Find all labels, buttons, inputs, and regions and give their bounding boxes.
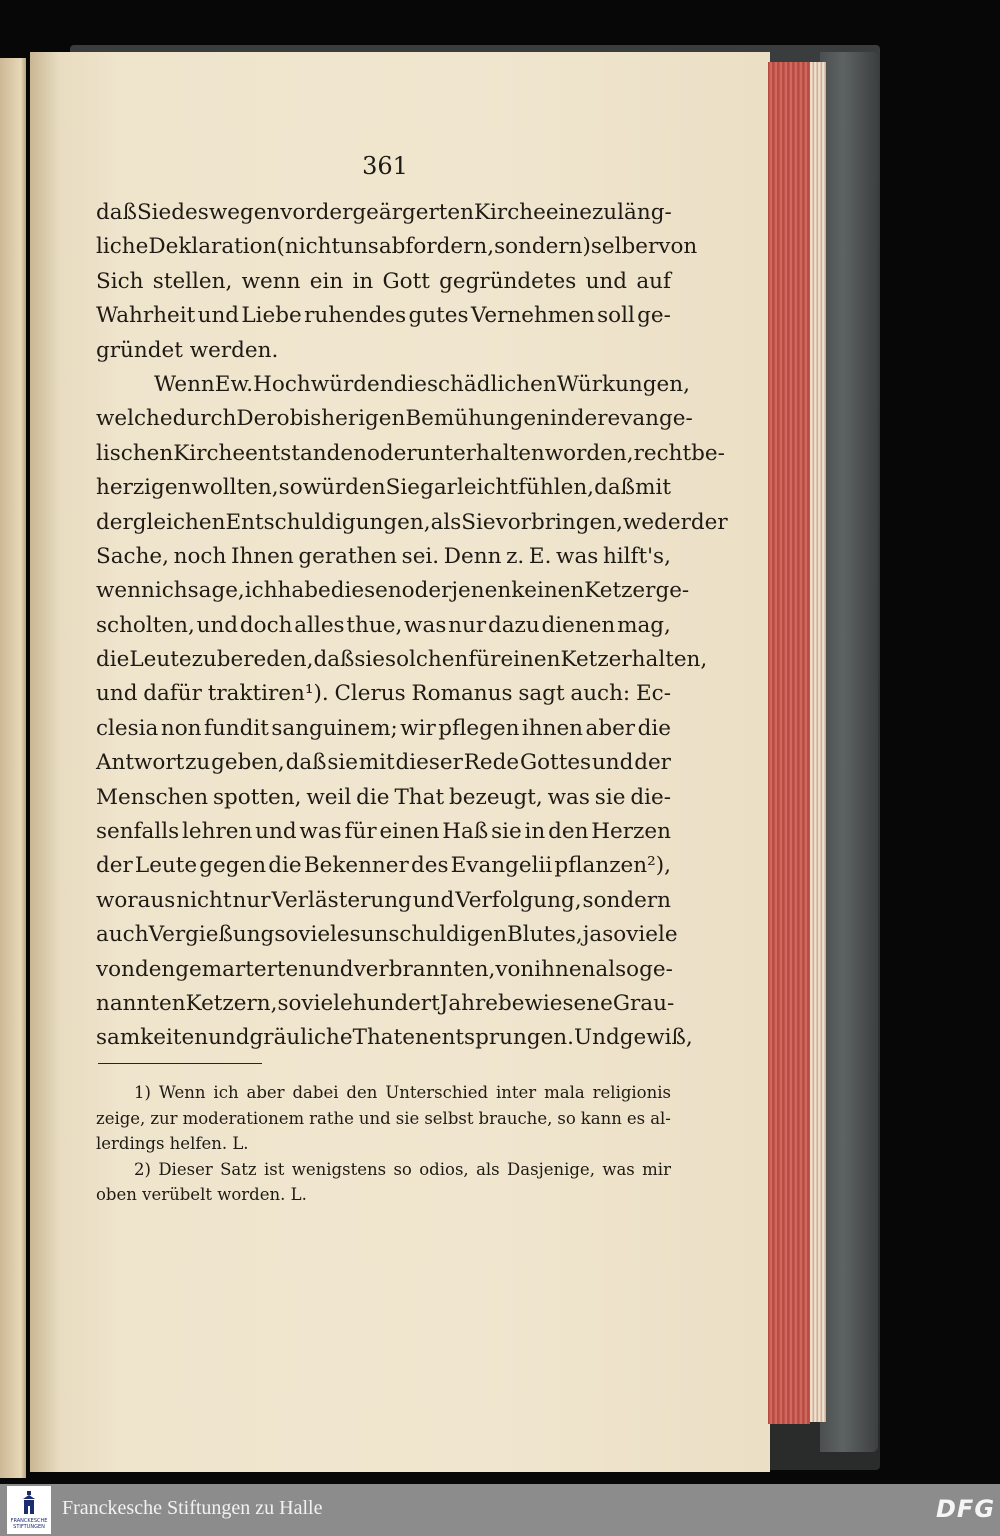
page-stack-edge — [810, 62, 826, 1422]
text-line — [96, 506, 728, 540]
word: bereden, — [216, 647, 314, 673]
word: und — [591, 750, 634, 776]
word: wir — [400, 715, 436, 741]
word: vorbringen, — [495, 509, 623, 535]
word: die — [637, 715, 671, 741]
word: leicht — [456, 475, 518, 501]
word: pflanzen²), — [554, 853, 671, 879]
word: Bemühungen — [405, 406, 550, 432]
word: liche — [96, 234, 149, 260]
text-line — [96, 471, 671, 505]
word: Bekenner — [303, 853, 409, 879]
word: Kirche — [173, 440, 246, 466]
word: ich — [154, 578, 188, 604]
word: keinen — [511, 578, 585, 604]
word: ihnen — [534, 956, 596, 982]
red-fore-edge — [768, 62, 810, 1424]
word: recht — [633, 440, 692, 466]
word: doch — [239, 612, 293, 638]
word: entsprungen. — [428, 1025, 574, 1051]
word: Ihnen — [230, 543, 294, 569]
text-line — [96, 402, 693, 436]
word: des — [410, 853, 449, 879]
word: zeige, — [96, 1108, 146, 1128]
word: was — [404, 612, 447, 638]
footnote-line — [96, 1131, 671, 1157]
word: Gott — [382, 268, 430, 294]
word: vieles — [298, 922, 361, 948]
word: bisherigen — [289, 406, 406, 432]
word: Verlästerung — [271, 887, 412, 913]
word: evange- — [607, 406, 693, 432]
word: abfordern, — [378, 234, 495, 260]
word: und — [196, 612, 239, 638]
word: soll — [597, 303, 635, 329]
word: so — [277, 990, 302, 1016]
word: als — [476, 1159, 500, 1179]
page-number: 361 — [362, 152, 408, 180]
word: nur — [448, 612, 487, 638]
text-line — [96, 953, 671, 987]
text-line — [96, 230, 698, 264]
facing-page-edge — [0, 58, 26, 1478]
word: Sache, — [96, 543, 169, 569]
word: woraus — [96, 887, 176, 913]
word: Antwort — [96, 750, 185, 776]
word: mag, — [617, 612, 671, 638]
word: auch — [96, 922, 149, 948]
word: Dieser — [158, 1159, 213, 1179]
word: die — [268, 853, 302, 879]
word: Leute — [134, 853, 198, 879]
word: be- — [691, 440, 725, 466]
text-line — [96, 849, 671, 883]
word: Leute — [129, 647, 192, 673]
word: Denn — [443, 543, 502, 569]
viewer-footer — [0, 1484, 1000, 1536]
word: und — [412, 887, 455, 913]
word: Hochwürden — [253, 371, 394, 397]
word: schädlichen — [426, 371, 557, 397]
word: einen — [500, 647, 561, 673]
word: vor — [280, 200, 316, 225]
word: scholten, — [96, 612, 195, 638]
word: Satz — [220, 1159, 257, 1179]
word: habe — [277, 578, 331, 604]
word: Deklaration — [148, 234, 277, 260]
word: für — [468, 647, 501, 673]
body-text — [96, 196, 728, 1056]
word: Vergießung — [148, 922, 275, 948]
word: Kirche — [473, 200, 546, 225]
word: That — [394, 784, 445, 810]
word: Menschen — [96, 784, 209, 810]
word: ein — [309, 268, 344, 294]
word: verbrannten, — [353, 956, 496, 982]
word: Ketzern, — [185, 990, 278, 1016]
word: den — [134, 956, 176, 982]
word: odios, — [419, 1159, 469, 1179]
word: lischen — [96, 440, 174, 466]
word: daß — [285, 750, 327, 776]
word: samkeiten — [96, 1025, 209, 1051]
word: Ew. — [214, 371, 254, 397]
word: einen — [379, 819, 440, 845]
word: Blutes, — [507, 922, 583, 948]
word: Verfolgung, — [455, 887, 582, 913]
word: der — [570, 406, 608, 432]
word: fühlen, — [518, 475, 594, 501]
word: was — [556, 543, 599, 569]
word: werden. — [189, 337, 279, 363]
word: würden — [302, 475, 386, 501]
footnote-line — [96, 1182, 671, 1208]
text-line — [96, 368, 690, 402]
word: Sie — [136, 200, 172, 225]
word: (nicht — [276, 234, 341, 260]
word: L. — [232, 1134, 249, 1153]
word: E. — [528, 543, 552, 569]
word: von — [96, 956, 135, 982]
word: bezeugt, — [449, 784, 543, 810]
word: oben — [96, 1185, 143, 1204]
word: Liebe — [241, 303, 302, 329]
word: 2) — [134, 1159, 151, 1179]
word: lerdings — [96, 1134, 170, 1153]
word: die — [356, 784, 390, 810]
word: durch — [172, 406, 237, 432]
word: gegen — [199, 853, 267, 879]
word: deswegen — [171, 200, 281, 225]
word: senfalls — [96, 819, 180, 845]
word: weil — [306, 784, 352, 810]
word: was — [547, 784, 590, 810]
word: al- — [650, 1108, 671, 1128]
word: weder — [622, 509, 691, 535]
word: selbst — [424, 1108, 474, 1128]
footer-title[interactable]: Franckesche Stiftungen zu Halle — [62, 1497, 323, 1519]
word: Wenn — [154, 371, 215, 397]
word: die — [96, 647, 130, 673]
word: Rede — [463, 750, 520, 776]
footnote-line — [96, 1106, 671, 1132]
word: inter — [496, 1083, 537, 1102]
word: Gottes — [519, 750, 592, 776]
word: Sie — [461, 509, 496, 535]
word: dergleichen — [96, 509, 226, 535]
word: zur — [150, 1108, 178, 1128]
word: geben, — [211, 750, 285, 776]
word: und — [208, 1025, 250, 1051]
word: auf — [636, 268, 671, 294]
word: religionis — [592, 1083, 671, 1102]
word: welche — [96, 406, 173, 432]
word: von — [495, 956, 535, 982]
building-icon — [22, 1491, 36, 1515]
footnote-line — [96, 1157, 671, 1183]
word: entstanden — [245, 440, 367, 466]
word: sondern — [582, 887, 671, 913]
word: selber — [590, 234, 659, 260]
word: stellen, — [152, 268, 233, 294]
word: so — [278, 475, 303, 501]
word: und — [358, 1108, 391, 1128]
word: mir — [642, 1159, 671, 1179]
word: wollten, — [191, 475, 279, 501]
word: uns — [340, 234, 379, 260]
word: kann — [580, 1108, 622, 1128]
word: mit — [358, 750, 395, 776]
word: wenigstens — [291, 1159, 387, 1179]
word: herzigen — [96, 475, 192, 501]
word: ist — [263, 1159, 285, 1179]
word: und — [197, 303, 240, 329]
word: Und — [574, 1025, 620, 1051]
word: Dero — [236, 406, 290, 432]
word: sie — [491, 819, 522, 845]
word: was — [602, 1159, 635, 1179]
word: noch — [173, 543, 227, 569]
word: der — [96, 853, 133, 879]
word: ihnen — [521, 715, 584, 741]
word: diesen — [330, 578, 402, 604]
word: zu — [185, 750, 211, 776]
word: 1) — [134, 1083, 151, 1102]
word: daß — [96, 200, 137, 225]
word: Jahre — [439, 990, 499, 1016]
word: hilft's, — [602, 543, 671, 569]
word: gemarterten — [175, 956, 313, 982]
word: Wahrheit — [96, 303, 196, 329]
word: daß — [313, 647, 355, 673]
word: Wenn — [158, 1083, 206, 1102]
text-line — [96, 540, 671, 574]
word: Clerus — [334, 681, 406, 707]
word: sie — [395, 1108, 420, 1128]
word: oder — [366, 440, 417, 466]
word: viele — [626, 922, 678, 948]
text-line — [96, 746, 671, 780]
word: als — [430, 509, 462, 535]
word: der — [690, 509, 728, 535]
word: ja — [582, 922, 603, 948]
text-line — [96, 334, 671, 368]
word: ge- — [637, 303, 671, 329]
word: Romanus — [411, 681, 513, 707]
text-line — [96, 643, 708, 677]
word: es — [626, 1108, 646, 1128]
word: ge- — [639, 956, 673, 982]
word: Sich — [96, 268, 144, 294]
text-line — [96, 712, 671, 746]
word: und — [96, 681, 138, 707]
word: den — [548, 819, 589, 845]
word: Unterschied — [385, 1083, 489, 1102]
word: auch: — [570, 681, 631, 707]
word: und — [585, 268, 628, 294]
word: Haß — [442, 819, 489, 845]
word: eine — [545, 200, 592, 225]
text-line — [96, 677, 671, 711]
text-line — [96, 987, 675, 1021]
word: so — [557, 1108, 576, 1128]
word: Ketzer — [560, 647, 632, 673]
word: sagt — [518, 681, 565, 707]
text-line — [96, 196, 671, 230]
word: helfen. — [169, 1134, 233, 1153]
word: mala — [544, 1083, 585, 1102]
word: was — [299, 819, 342, 845]
word: der — [634, 750, 671, 776]
text-line — [96, 265, 671, 299]
text-line — [96, 781, 671, 815]
word: sie — [327, 750, 358, 776]
word: spotten, — [213, 784, 302, 810]
word: die- — [630, 784, 671, 810]
dfg-logo[interactable]: DFG — [936, 1495, 996, 1523]
word: alles — [294, 612, 345, 638]
word: unterhalten — [416, 440, 545, 466]
word: traktiren¹). — [207, 681, 329, 707]
word: rathe — [309, 1108, 354, 1128]
word: und — [312, 956, 354, 982]
word: so — [393, 1159, 412, 1179]
word: z. — [506, 543, 525, 569]
word: und — [255, 819, 297, 845]
word: gutes — [408, 303, 469, 329]
word: bewiesene — [498, 990, 613, 1016]
text-line — [96, 437, 725, 471]
text-line — [96, 609, 671, 643]
word: aber — [246, 1083, 285, 1102]
word: sie — [354, 647, 386, 673]
word: nur — [232, 887, 271, 913]
word: Sie — [385, 475, 420, 501]
word: viele — [301, 990, 353, 1016]
word: Grau- — [612, 990, 675, 1016]
book-cover-edge — [820, 52, 878, 1452]
word: Ec- — [635, 681, 671, 707]
word: sanguinem; — [271, 715, 398, 741]
word: ruhendes — [304, 303, 407, 329]
word: dafür — [143, 681, 202, 707]
word: gegründetes — [439, 268, 577, 294]
word: in — [524, 819, 546, 845]
word: dienen — [541, 612, 616, 638]
word: mit — [635, 475, 671, 501]
word: Würkungen, — [556, 371, 690, 397]
word: brauche, — [478, 1108, 553, 1128]
word: also — [595, 956, 640, 982]
word: daß — [594, 475, 636, 501]
logo-text: FRANCKESCHE STIFTUNGEN — [10, 1518, 48, 1530]
text-line — [96, 918, 678, 952]
word: Ketzer — [584, 578, 656, 604]
word: in — [549, 406, 571, 432]
word: so — [602, 922, 627, 948]
word: dazu — [487, 612, 540, 638]
word: verübelt — [142, 1185, 218, 1204]
word: sondern) — [494, 234, 591, 260]
word: non — [160, 715, 202, 741]
word: fundit — [203, 715, 269, 741]
word: clesia — [96, 715, 159, 741]
word: den — [346, 1083, 378, 1102]
word: ge- — [655, 578, 690, 604]
text-line — [96, 815, 671, 849]
word: so — [274, 922, 299, 948]
footnote-line — [96, 1080, 671, 1106]
word: ich — [244, 578, 278, 604]
word: ich — [213, 1083, 239, 1102]
word: sei. — [401, 543, 440, 569]
text-line — [96, 299, 671, 333]
word: hundert — [352, 990, 440, 1016]
word: thue, — [346, 612, 403, 638]
word: Dasjenige, — [507, 1159, 595, 1179]
word: moderationem — [182, 1108, 305, 1128]
word: pflegen — [438, 715, 520, 741]
word: gräuliche — [249, 1025, 353, 1051]
word: lehren — [182, 819, 253, 845]
word: Vernehmen — [470, 303, 595, 329]
word: unschuldigen — [360, 922, 507, 948]
word: zu — [191, 647, 217, 673]
word: nannten — [96, 990, 186, 1016]
word: jenen — [451, 578, 512, 604]
word: worden, — [544, 440, 634, 466]
footnotes — [96, 1080, 671, 1208]
word: gründet — [96, 337, 190, 363]
word: der — [315, 200, 353, 225]
text-line — [96, 574, 690, 608]
word: Evangelii — [450, 853, 553, 879]
word: worden. — [217, 1185, 291, 1204]
word: von — [658, 234, 698, 260]
word: wenn — [241, 268, 301, 294]
word: wenn — [96, 578, 155, 604]
word: halten, — [631, 647, 708, 673]
word: L. — [290, 1185, 307, 1204]
word: Entschuldigungen, — [225, 509, 431, 535]
word: dabei — [292, 1083, 339, 1102]
word: in — [352, 268, 374, 294]
word: die — [393, 371, 427, 397]
word: gerathen — [298, 543, 398, 569]
word: nicht — [176, 887, 232, 913]
word: gar — [420, 475, 457, 501]
word: zuläng- — [591, 200, 672, 225]
institution-logo[interactable] — [7, 1486, 51, 1534]
word: für — [344, 819, 377, 845]
word: sage, — [187, 578, 245, 604]
word: aber — [585, 715, 636, 741]
word: dieser — [395, 750, 463, 776]
footnote-rule — [98, 1063, 262, 1064]
text-line — [96, 884, 671, 918]
word: oder — [401, 578, 452, 604]
word: gewiß, — [619, 1025, 693, 1051]
word: geärgerten — [352, 200, 474, 225]
word: Thaten — [352, 1025, 429, 1051]
word: Herzen — [591, 819, 671, 845]
word: solchen — [385, 647, 469, 673]
text-line — [96, 1021, 693, 1055]
word: sie — [594, 784, 626, 810]
